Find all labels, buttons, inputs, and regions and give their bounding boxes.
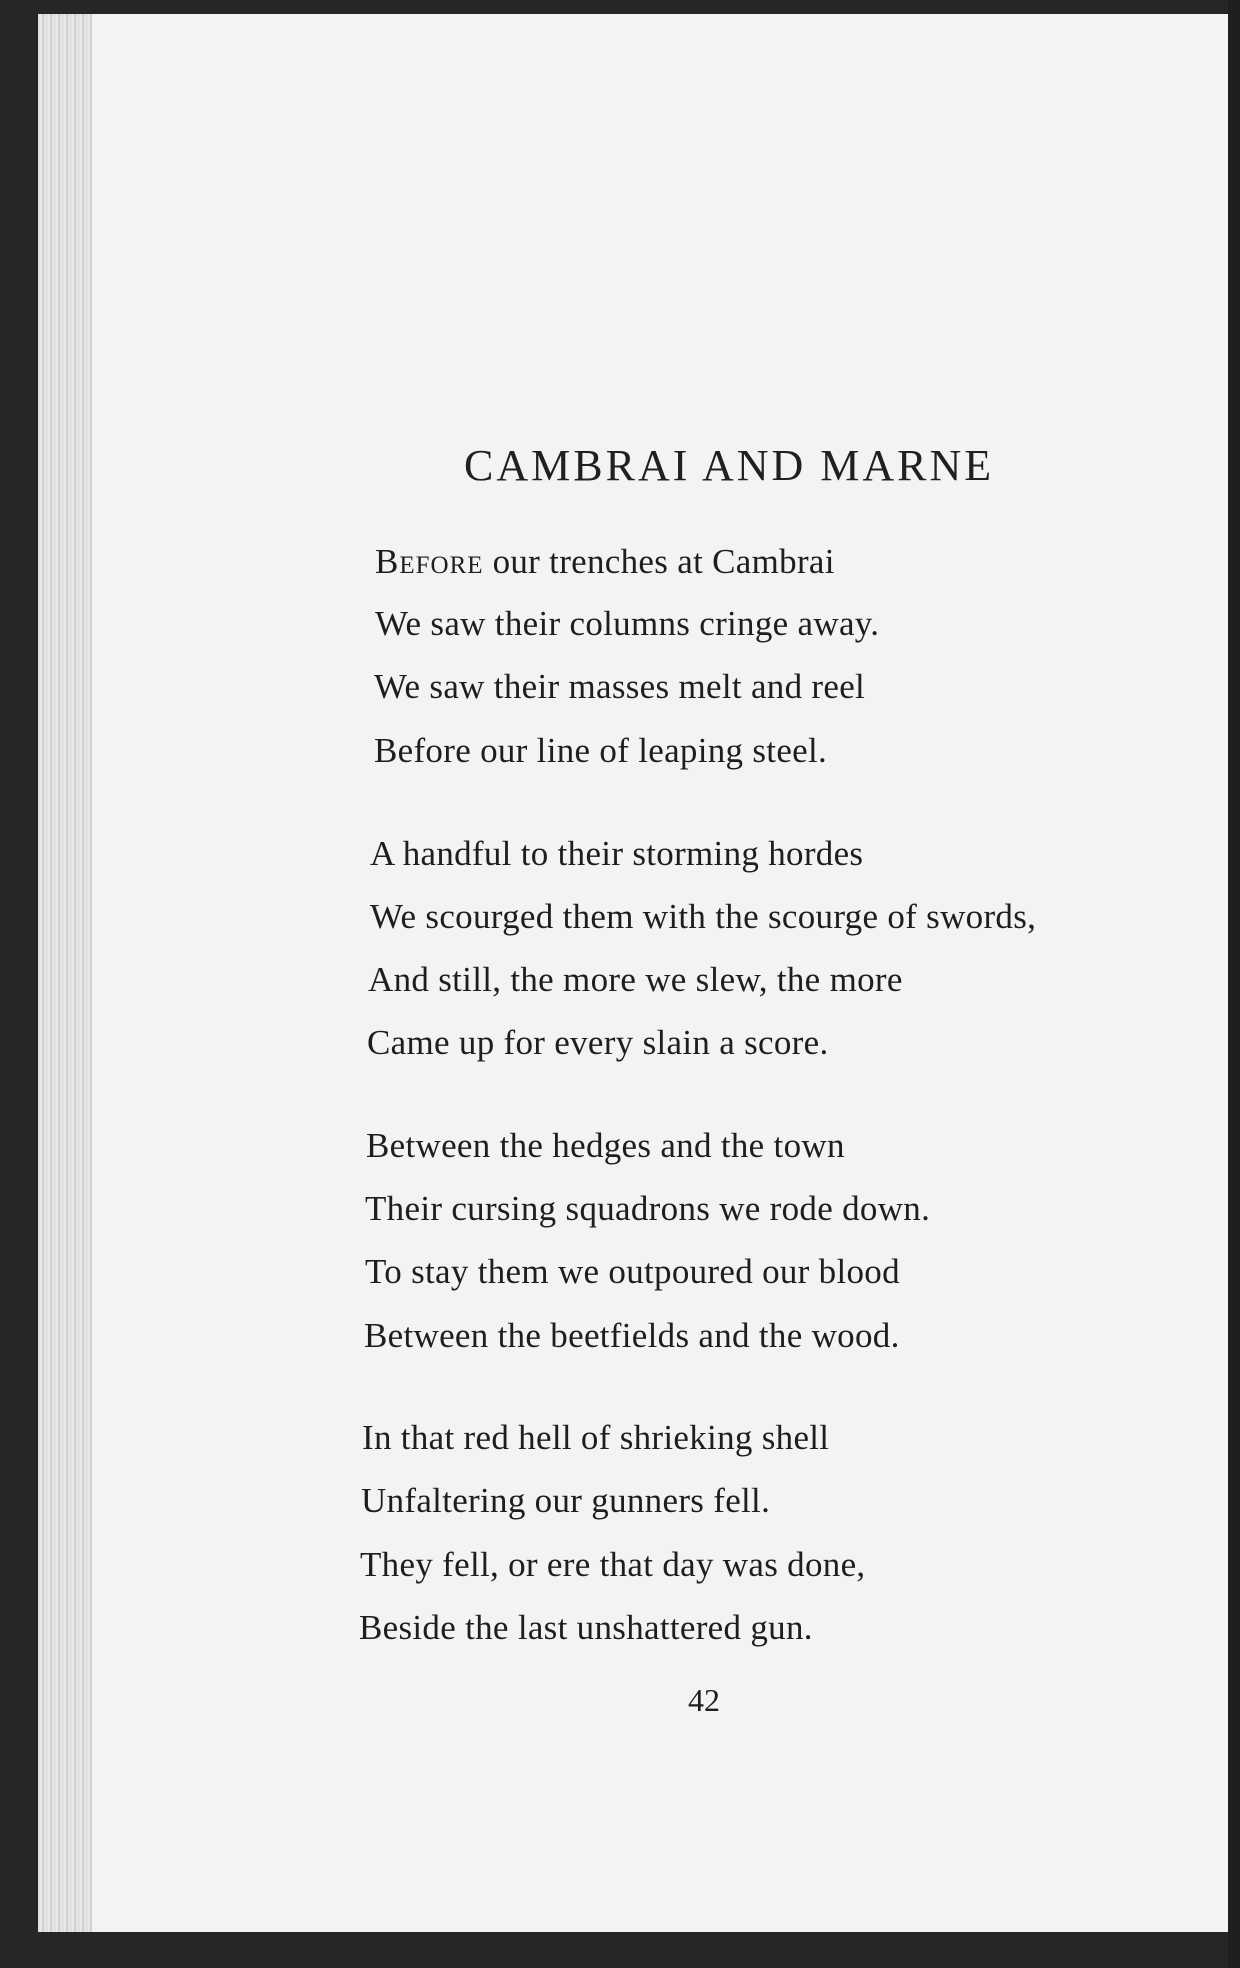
poem-line-1 <box>375 542 835 582</box>
poem-line-2: We saw their columns cringe away. <box>375 604 880 643</box>
poem-line-12: Between the beetfields and the wood. <box>364 1316 900 1355</box>
scan-shadow <box>1228 0 1240 1968</box>
poem-line-13: In that red hell of shrieking shell <box>362 1418 830 1457</box>
first-line-rest: our trenches at Cambrai <box>483 542 835 581</box>
poem-line-9: Between the hedges and the town <box>366 1126 845 1165</box>
poem-line-16: Beside the last unshattered gun. <box>359 1608 813 1647</box>
poem-title: CAMBRAI AND MARNE <box>464 441 995 490</box>
poem-line-15: They fell, or ere that day was done, <box>360 1545 866 1584</box>
poem-line-11: To stay them we outpoured our blood <box>365 1252 900 1291</box>
first-word: Before <box>375 542 484 581</box>
poem-line-4: Before our line of leaping steel. <box>374 731 828 770</box>
poem-line-3: We saw their masses melt and reel <box>374 667 866 706</box>
page-edges <box>38 14 96 1932</box>
poem-line-14: Unfaltering our gunners fell. <box>361 1481 771 1520</box>
poem-line-7: And still, the more we slew, the more <box>368 960 903 999</box>
poem-line-6: We scourged them with the scourge of swords, <box>370 897 1037 936</box>
page-number: 42 <box>688 1682 720 1718</box>
poem-line-5: A handful to their storming hordes <box>370 834 864 873</box>
poem-line-8: Came up for every slain a score. <box>367 1023 829 1062</box>
poem-line-10: Their cursing squadrons we rode down. <box>365 1189 931 1228</box>
